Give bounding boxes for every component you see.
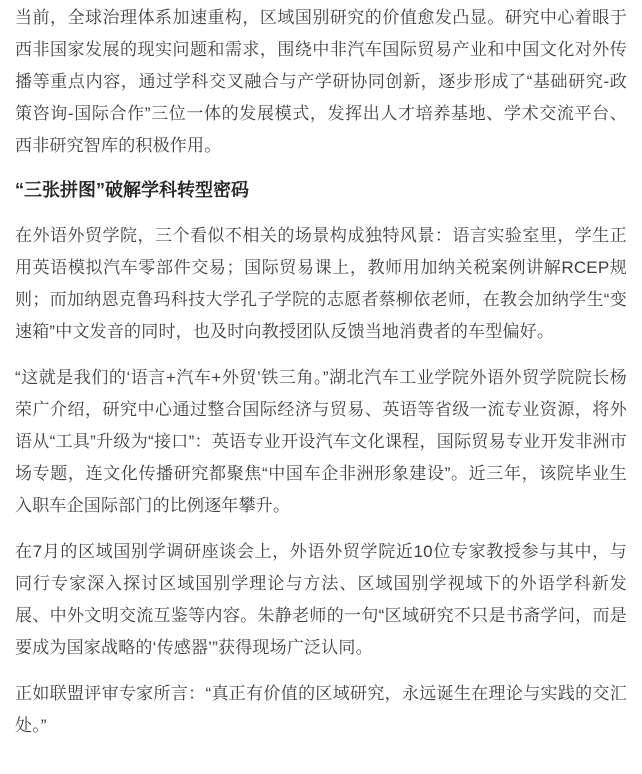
body-paragraph-1: 在外语外贸学院，三个看似不相关的场景构成独特风景：语言实验室里，学生正用英语模拟汽车零部件交易；国际贸易课上，教师用加纳关税案例讲解RCEP规则；而加纳恩克鲁玛科技大学孔子学院的志愿者蔡柳依老师，在教会加纳学生“变速箱”中文发音的同时，也及时向教授团队反馈当地消费者的车型偏好。	[15, 226, 627, 341]
body-paragraph-2: “这就是我们的‘语言+汽车+外贸’铁三角。”湖北汽车工业学院外语外贸学院院长杨荣广介绍，研究中心通过整合国际经济与贸易、英语等省级一流专业资源，将外语从“工具”升级为“接口”：英语专业开设汽车文化课程，国际贸易专业开发非洲市场专题，连文化传播研究都聚焦“中国车企非洲形象建设”。近三年，该院毕业生入职车企国际部门的比例逐年攀升。	[15, 368, 627, 515]
section-heading: “三张拼图”破解学科转型密码	[15, 180, 249, 200]
intro-paragraph: 当前，全球治理体系加速重构，区域国别研究的价值愈发凸显。研究中心着眼于西非国家发展的现实问题和需求，围绕中非汽车国际贸易产业和中国文化对外传播等重点内容，通过学科交叉融合与产学研协同创新，逐步形成了“基础研究-政策咨询-国际合作”三位一体的发展模式，发挥出人才培养基地、学术交流平台、西非研究智库的积极作用。	[15, 8, 627, 155]
body-paragraph-4: 正如联盟评审专家所言：“真正有价值的区域研究，永远诞生在理论与实践的交汇处。”	[15, 684, 627, 735]
body-paragraph-3: 在7月的区域国别学调研座谈会上，外语外贸学院近10位专家教授参与其中，与同行专家深入探讨区域国别学理论与方法、区域国别学视域下的外语学科新发展、中外文明交流互鉴等内容。朱静老师的一句“区域研究不只是书斋学问，而是要成为国家战略的‘传感器’”获得现场广泛认同。	[15, 542, 627, 657]
